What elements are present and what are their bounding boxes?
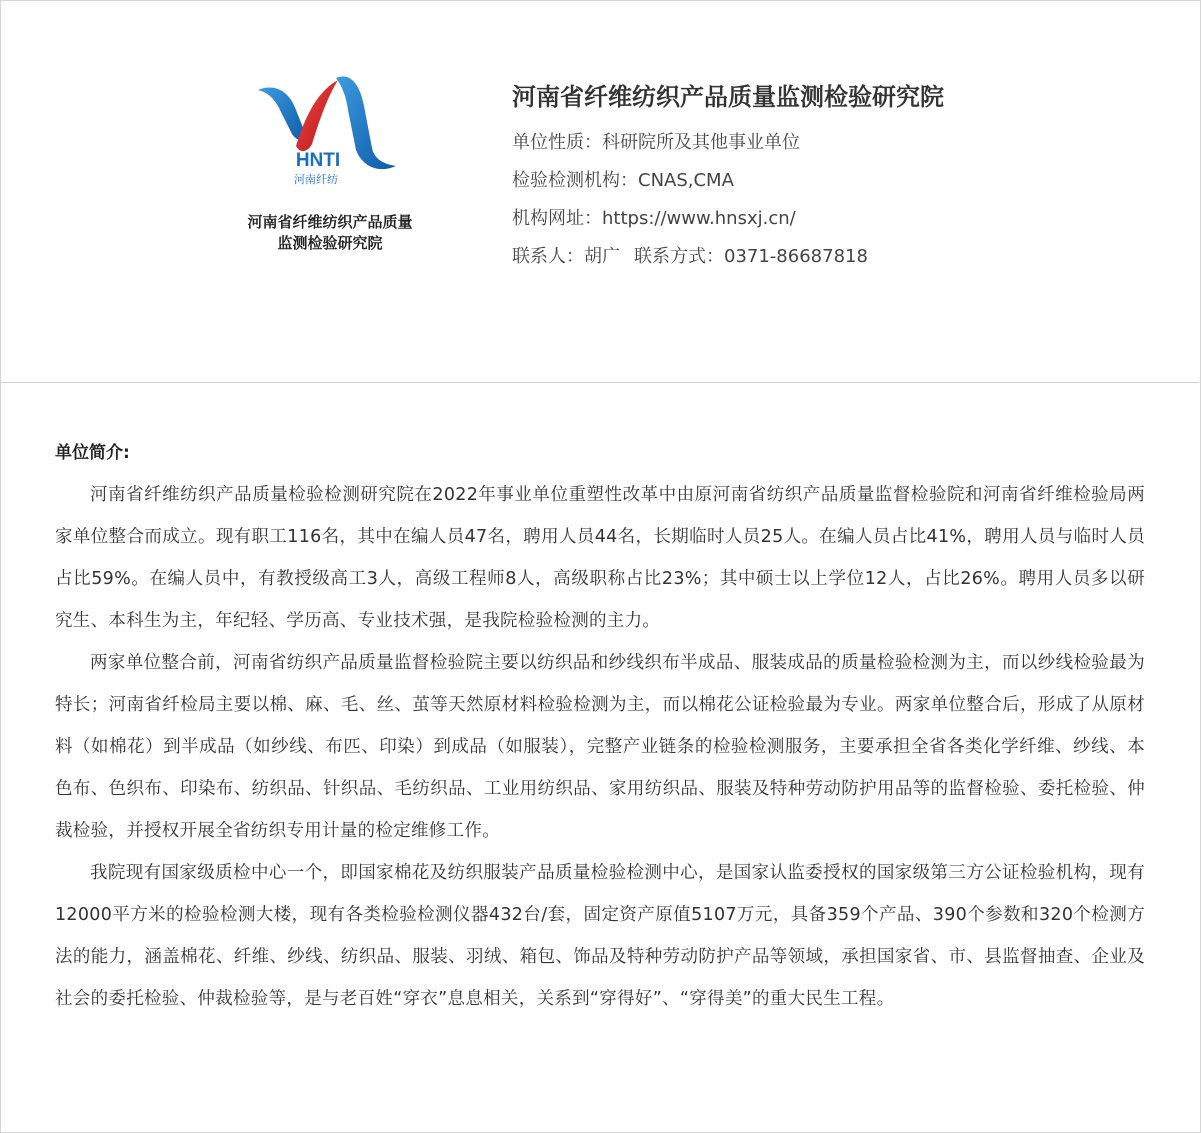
intro-paragraph: 两家单位整合前，河南省纺织产品质量监督检验院主要以纺织品和纱线织布半成品、服装成品的质量检验检测为主，而以纱线检验最为特长；河南省纤检局主要以棉、麻、毛、丝、茧等天然原材料检验检测为主，而以棉花公证检验最为专业。两家单位整合后，形成了从原材料（如棉花）到半成品（如纱线、布匹、印染）到成品（如服装），完整产业链条的检验检测服务，主要承担全省各类化学纤维、纱线、本色布、色织布、印染布、纺织品、针织品、毛纺织品、工业用纺织品、家用纺织品、服装及特种劳动防护用品等的监督检验、委托检验、仲裁检验，并授权开展全省纺织专用计量的检定维修工作。 xyxy=(55,653,1145,841)
contact-method: 联系方式：0371-86687818 xyxy=(634,246,868,267)
org-title: 河南省纤维纺织产品质量监测检验研究院 xyxy=(512,83,944,111)
logo-block xyxy=(210,70,450,254)
intro-title: 单位简介: xyxy=(55,443,130,463)
logo-caption-line1: 河南省纤维纺织产品质量 xyxy=(247,213,413,231)
logo-caption xyxy=(210,212,450,254)
website-link[interactable]: 机构网址：https://www.hnsxj.cn/ xyxy=(512,208,796,229)
org-info xyxy=(512,78,1172,276)
logo-brand-text: HNTI xyxy=(295,150,341,171)
logo-brand-subtext: 河南纤纺 xyxy=(294,173,338,186)
logo-caption-line2: 监测检验研究院 xyxy=(277,234,383,252)
intro-section xyxy=(55,432,1145,1020)
contact-line xyxy=(512,238,1172,276)
hnti-ribbon-logo-icon xyxy=(250,70,410,190)
section-divider xyxy=(0,382,1199,383)
unit-nature: 单位性质：科研院所及其他事业单位 xyxy=(512,132,800,153)
contact-person: 联系人：胡广 xyxy=(512,246,620,267)
intro-paragraph: 河南省纤维纺织产品质量检验检测研究院在2022年事业单位重塑性改革中由原河南省纺织产品质量监督检验院和河南省纤维检验局两家单位整合而成立。现有职工116名，其中在编人员47名，聘用人员44名，长期临时人员25人。在编人员占比41%，聘用人员与临时人员占比59%。在编人员中，有教授级高工3人，高级工程师8人，高级职称占比23%；其中硕士以上学位12人，占比26%。聘用人员多以研究生、本科生为主，年纪轻、学历高、专业技术强，是我院检验检测的主力。 xyxy=(55,485,1145,631)
intro-paragraph: 我院现有国家级质检中心一个，即国家棉花及纺织服装产品质量检验检测中心，是国家认监委授权的国家级第三方公证检验机构，现有12000平方米的检验检测大楼，现有各类检验检测仪器432台/套，固定资产原值5107万元，具备359个产品、390个参数和320个检测方法的能力，涵盖棉花、纤维、纱线、纺织品、服装、羽绒、箱包、饰品及特种劳动防护产品等领域，承担国家省、市、县监督抽查、企业及社会的委托检验、仲裁检验等，是与老百姓“穿衣”息息相关，关系到“穿得好”、“穿得美”的重大民生工程。 xyxy=(55,863,1145,1009)
inspection-agency: 检验检测机构：CNAS,CMA xyxy=(512,170,734,191)
org-card-header xyxy=(0,0,1199,382)
